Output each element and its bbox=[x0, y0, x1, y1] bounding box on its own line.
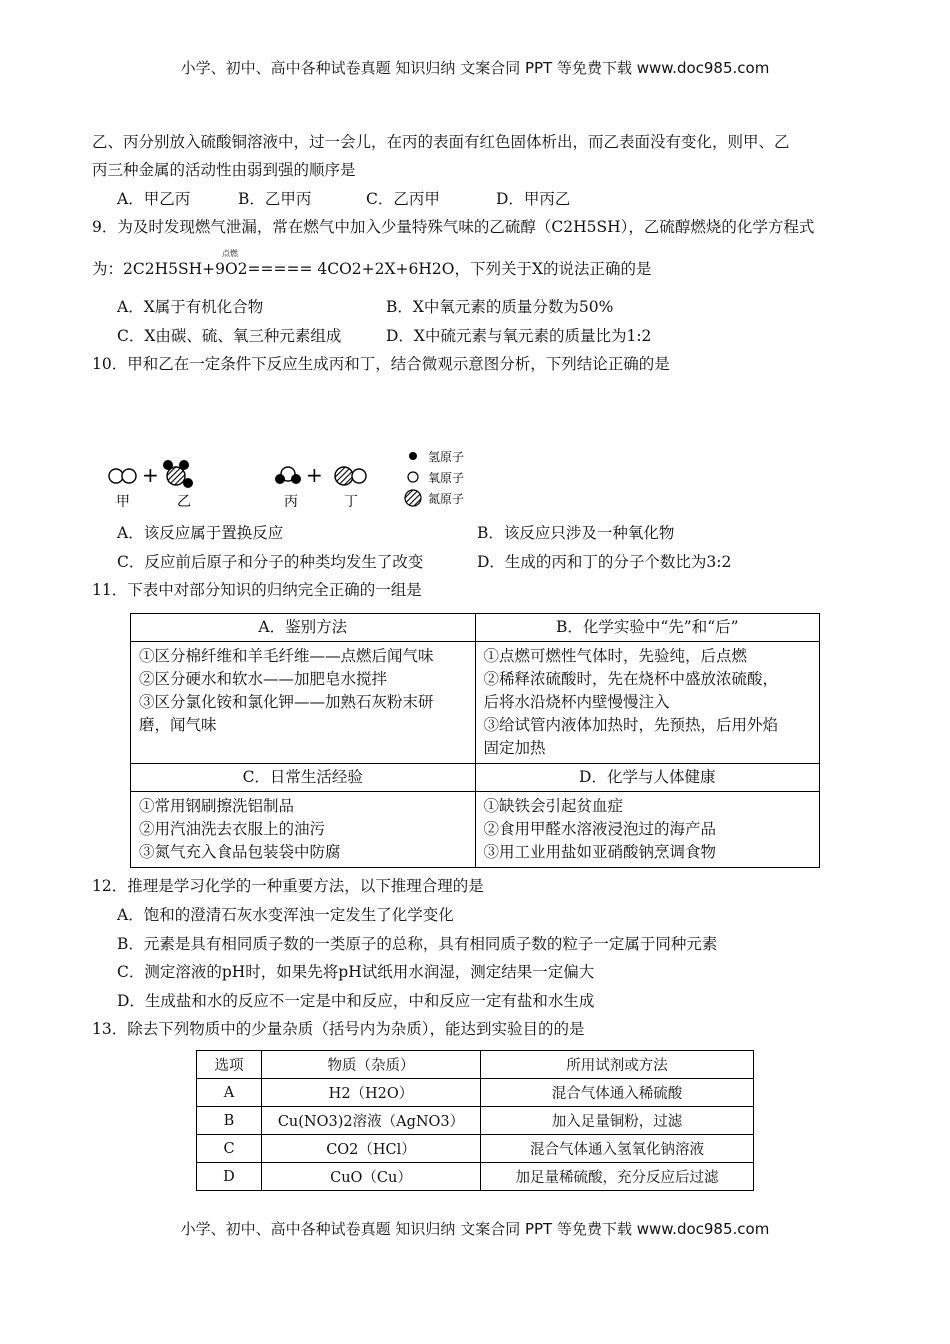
legend bbox=[405, 450, 464, 506]
q11-c-cell bbox=[131, 792, 476, 868]
q11-d-item: ①缺铁会引起贫血症 bbox=[483, 797, 624, 815]
label-bing: 丙 bbox=[284, 494, 298, 510]
q12-option-a: A．饱和的澄清石灰水变浑浊一定发生了化学变化 bbox=[117, 906, 454, 924]
row-substance: Cu(NO3)2溶液（AgNO3） bbox=[262, 1107, 481, 1135]
q12-line1: 12．推理是学习化学的一种重要方法，以下推理合理的是 bbox=[92, 877, 484, 895]
reaction-diagram bbox=[100, 440, 480, 515]
q11-b-item: 后将水沿烧杯内壁慢慢注入 bbox=[483, 693, 670, 711]
plus-sign-right: + bbox=[306, 463, 323, 487]
q11-c-title: C．日常生活经验 bbox=[131, 764, 476, 792]
q11-c-item: ③氮气充入食品包装袋中防腐 bbox=[139, 843, 341, 861]
label-yi: 乙 bbox=[177, 494, 191, 510]
table-header-row bbox=[197, 1051, 754, 1079]
q9-option-a: A．X属于有机化合物 bbox=[117, 298, 264, 316]
q9-option-d: D．X中硫元素与氧元素的质量比为1:2 bbox=[386, 327, 652, 345]
plus-sign-left: + bbox=[142, 463, 159, 487]
table-row bbox=[197, 1163, 754, 1191]
page-footer: 小学、初中、高中各种试卷真题 知识归纳 文案合同 PPT 等免费下载 www.doc985.com bbox=[180, 1220, 770, 1238]
q9-condition: 点燃 bbox=[222, 249, 238, 258]
legend-nitrogen: 氮原子 bbox=[428, 492, 465, 506]
header-substance: 物质（杂质） bbox=[262, 1051, 481, 1079]
q11-table bbox=[130, 613, 820, 868]
table-row bbox=[197, 1079, 754, 1107]
table-row bbox=[197, 1135, 754, 1163]
label-ding: 丁 bbox=[344, 494, 358, 510]
row-method: 混合气体通入氢氧化钠溶液 bbox=[481, 1135, 754, 1163]
q10-option-c: C．反应前后原子和分子的种类均发生了改变 bbox=[117, 553, 424, 571]
q8-line1: 乙、丙分别放入硫酸铜溶液中，过一会儿，在丙的表面有红色固体析出，而乙表面没有变化，则甲、乙 bbox=[92, 133, 790, 151]
q11-b-item: 固定加热 bbox=[483, 739, 546, 757]
q11-d-item: ②食用甲醛水溶液浸泡过的海产品 bbox=[483, 820, 717, 838]
row-substance: H2（H2O） bbox=[262, 1079, 481, 1107]
molecule-jia bbox=[109, 469, 136, 483]
q11-d-item: ③用工业用盐如亚硝酸钠烹调食物 bbox=[483, 843, 717, 861]
q11-a-cell bbox=[131, 642, 476, 764]
q8-line2: 丙三种金属的活动性由弱到强的顺序是 bbox=[92, 161, 356, 179]
q11-b-item: ②稀释浓硫酸时，先在烧杯中盛放浓硫酸， bbox=[483, 670, 779, 688]
q12-option-d: D．生成盐和水的反应不一定是中和反应，中和反应一定有盐和水生成 bbox=[117, 992, 595, 1010]
q11-b-item: ①点燃可燃性气体时，先验纯，后点燃 bbox=[483, 647, 748, 665]
q11-b-item: ③给试管内液体加热时，先预热，后用外焰 bbox=[483, 716, 779, 734]
q12-option-b: B．元素是具有相同质子数的一类原子的总称，具有相同质子数的粒子一定属于同种元素 bbox=[117, 935, 718, 953]
q11-a-item: ①区分棉纤维和羊毛纤维——点燃后闻气味 bbox=[139, 647, 434, 665]
q11-line1: 11．下表中对部分知识的归纳完全正确的一组是 bbox=[92, 581, 422, 599]
q9-option-c: C．X由碳、硫、氧三种元素组成 bbox=[117, 327, 342, 345]
q8-option-d: D．甲丙乙 bbox=[496, 190, 571, 208]
q11-c-item: ②用汽油洗去衣服上的油污 bbox=[139, 820, 326, 838]
q10-option-a: A．该反应属于置换反应 bbox=[117, 524, 284, 542]
q11-d-title: D．化学与人体健康 bbox=[475, 764, 820, 792]
header-method: 所用试剂或方法 bbox=[481, 1051, 754, 1079]
q9-option-b: B．X中氧元素的质量分数为50% bbox=[386, 298, 614, 316]
legend-oxygen: 氧原子 bbox=[428, 471, 465, 485]
row-option: A bbox=[197, 1079, 262, 1107]
molecule-bing bbox=[275, 467, 301, 484]
q10-option-b: B．该反应只涉及一种氧化物 bbox=[477, 524, 675, 542]
q13-line1: 13．除去下列物质中的少量杂质（括号内为杂质），能达到实验目的的是 bbox=[92, 1020, 585, 1038]
q11-d-cell bbox=[475, 792, 820, 868]
molecule-ding bbox=[335, 467, 366, 485]
q10-line1: 10．甲和乙在一定条件下反应生成丙和丁，结合微观示意图分析，下列结论正确的是 bbox=[92, 355, 670, 373]
row-method: 混合气体通入稀硫酸 bbox=[481, 1079, 754, 1107]
q11-a-title: A．鉴别方法 bbox=[131, 614, 476, 642]
q10-option-d: D．生成的丙和丁的分子个数比为3:2 bbox=[477, 553, 732, 571]
q12-option-c: C．测定溶液的pH时，如果先将pH试纸用水润湿，测定结果一定偏大 bbox=[117, 963, 595, 981]
q8-option-a: A．甲乙丙 bbox=[117, 190, 191, 208]
q8-option-c: C．乙丙甲 bbox=[366, 190, 440, 208]
q9-line1: 9．为及时发现燃气泄漏，常在燃气中加入少量特殊气味的乙硫醇（C2H5SH），乙硫醇燃烧的化学方程式 bbox=[92, 218, 815, 236]
page-header: 小学、初中、高中各种试卷真题 知识归纳 文案合同 PPT 等免费下载 www.doc985.com bbox=[180, 59, 770, 77]
row-option: C bbox=[197, 1135, 262, 1163]
table-row bbox=[197, 1107, 754, 1135]
row-substance: CuO（Cu） bbox=[262, 1163, 481, 1191]
q11-a-item: ②区分硬水和软水——加肥皂水搅拌 bbox=[139, 670, 388, 688]
q11-b-title: B．化学实验中“先”和“后” bbox=[475, 614, 820, 642]
legend-hydrogen: 氢原子 bbox=[428, 450, 465, 464]
q13-table bbox=[196, 1050, 754, 1191]
q11-c-item: ①常用钢刷擦洗铝制品 bbox=[139, 797, 295, 815]
row-method: 加足量稀硫酸，充分反应后过滤 bbox=[481, 1163, 754, 1191]
row-method: 加入足量铜粉，过滤 bbox=[481, 1107, 754, 1135]
q9-line2: 为：2C2H5SH+9O2===== 4CO2+2X+6H2O，下列关于X的说法正确的是 bbox=[92, 260, 652, 278]
row-option: B bbox=[197, 1107, 262, 1135]
q11-a-item: ③区分氯化铵和氯化钾——加熟石灰粉末研 bbox=[139, 693, 434, 711]
molecule-yi bbox=[163, 460, 193, 488]
row-substance: CO2（HCl） bbox=[262, 1135, 481, 1163]
q8-option-b: B．乙甲丙 bbox=[238, 190, 312, 208]
q11-a-item: 磨，闻气味 bbox=[139, 716, 217, 734]
row-option: D bbox=[197, 1163, 262, 1191]
label-jia: 甲 bbox=[116, 494, 130, 510]
q11-b-cell bbox=[475, 642, 820, 764]
header-option: 选项 bbox=[197, 1051, 262, 1079]
